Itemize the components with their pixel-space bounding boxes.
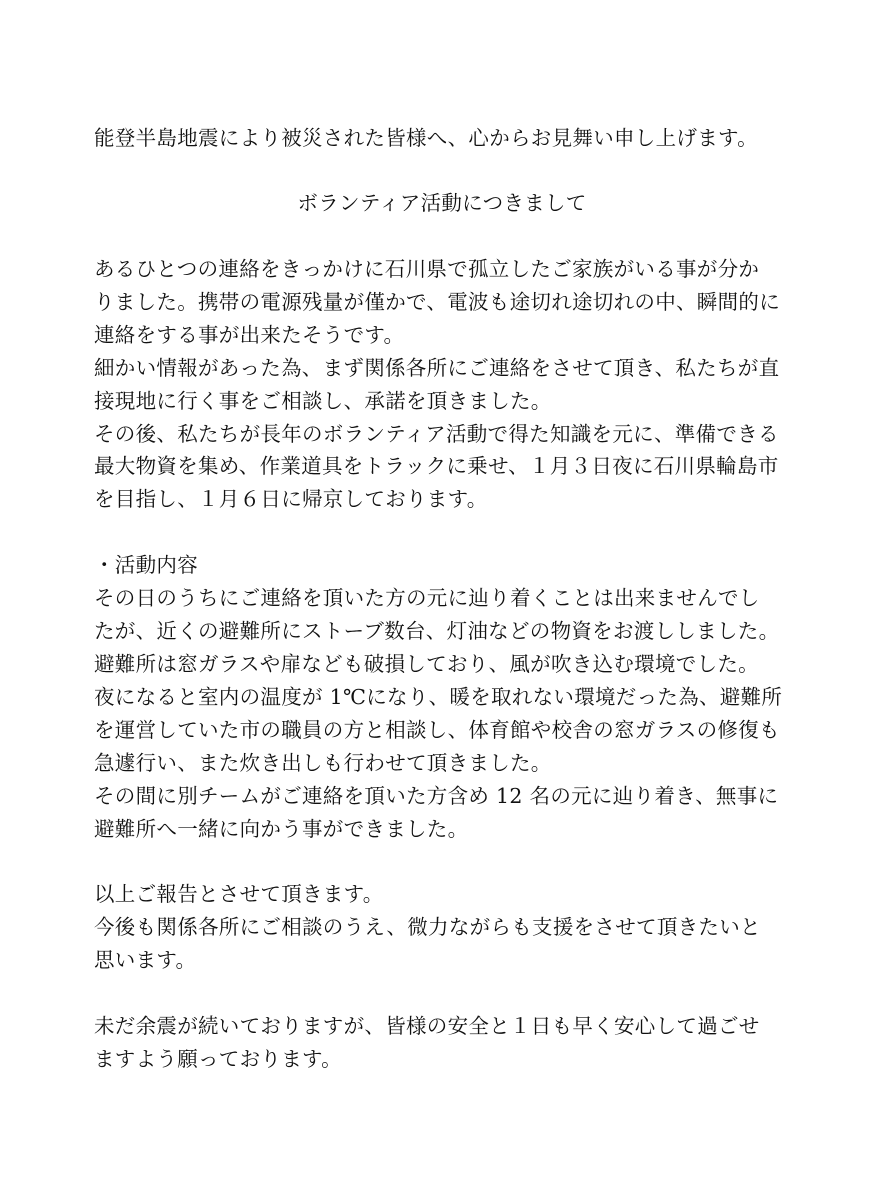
report-line: 今後も関係各所にご相談のうえ、微力ながらも支援をさせて頂きたいと [94,915,761,939]
activity-line: 夜になると室内の温度が 1℃になり、暖を取れない環境だった為、避難所 [94,685,783,709]
intro-line: その後、私たちが長年のボランティア活動で得た知識を元に、準備できる [94,422,779,446]
activity-line: を運営していた市の職員の方と相談し、体育館や校舎の窓ガラスの修復も [94,718,780,742]
activity-line: 避難所へ一緒に向かう事ができました。 [94,817,469,841]
intro-line: あるひとつの連絡をきっかけに石川県で孤立したご家族がいる事が分か [94,257,760,281]
intro-line: を目指し、１月６日に帰京しております。 [94,487,488,511]
activity-line: その日のうちにご連絡を頂いた方の元に辿り着くことは出来ませんでし [94,586,760,610]
section-heading: ・活動内容 [94,553,198,577]
report-line: 以上ご報告とさせて頂きます。 [94,882,384,906]
activity-line: たが、近くの避難所にストーブ数台、灯油などの物資をお渡ししました。 [94,619,780,643]
intro-line: 細かい情報があった為、まず関係各所にご連絡をさせて頂き、私たちが直 [94,356,780,380]
intro-line: 連絡をする事が出来たそうです。 [94,323,405,347]
intro-line: 最大物資を集め、作業道具をトラックに乗せ、１月３日夜に石川県輪島市 [94,454,779,478]
closing-line: ますよう願っております。 [94,1047,342,1071]
report-line: 思います。 [94,948,197,972]
intro-line: 接現地に行く事をご相談し、承諾を頂きました。 [94,389,552,413]
closing-line: 未だ余震が続いておりますが、皆様の安全と１日も早く安心して過ごせ [94,1014,760,1038]
activity-line: 急遽行い、また炊き出しも行わせて頂きました。 [94,751,552,775]
activity-line: その間に別チームがご連絡を頂いた方含め 12 名の元に辿り着き、無事に [94,784,779,808]
greeting-text: 能登半島地震により被災された皆様へ、心からお見舞い申し上げます。 [94,126,758,150]
document-title: ボランティア活動につきまして [297,191,587,215]
activity-line: 避難所は窓ガラスや扉なども破損しており、風が吹き込む環境でした。 [94,652,759,676]
intro-line: りました。携帯の電源残量が僅かで、電波も途切れ途切れの中、瞬間的に [94,290,780,314]
